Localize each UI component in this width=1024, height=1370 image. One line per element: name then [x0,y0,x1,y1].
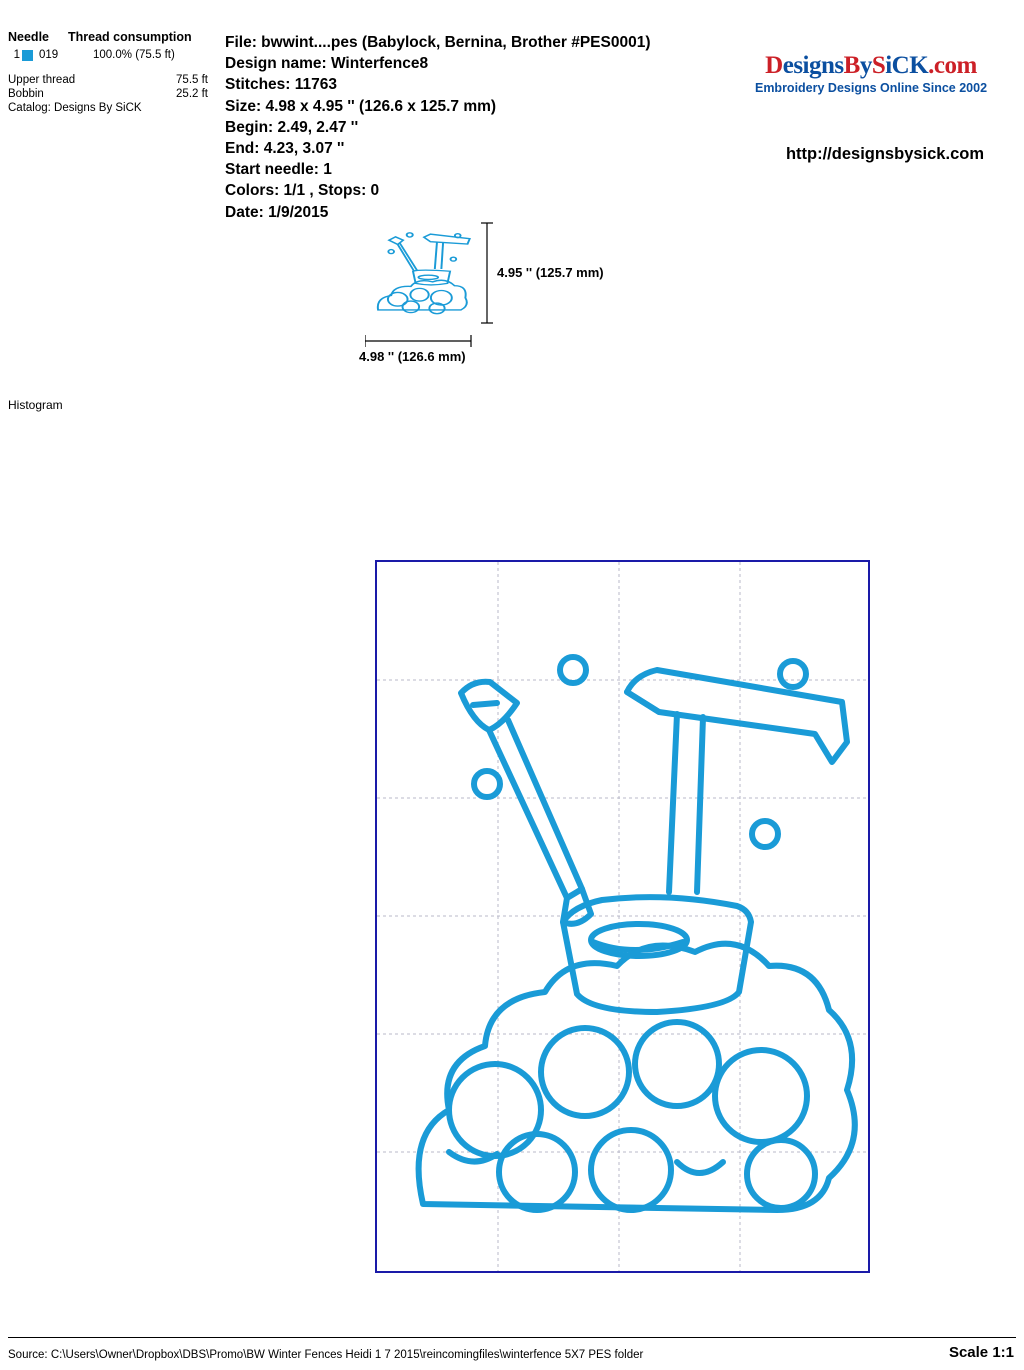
bobbin-value: 25.2 ft [176,88,208,100]
info-colors: Colors: 1/1 , Stops: 0 [225,182,380,200]
thread-consumption-column-header: Thread consumption [68,30,192,44]
logo-dotcom: .com [928,52,977,79]
thumbnail-width-dimension: 4.98 '' (126.6 mm) [359,349,466,364]
logo-text-esigns: esigns [782,52,844,79]
catalog-label: Catalog: Designs By SiCK [8,102,142,114]
logo-letter-s: S [871,52,886,79]
design-thumbnail [365,219,473,327]
needle-thread-table [8,30,223,115]
design-stitch-render [377,562,868,1271]
logo-wordmark [726,52,1016,80]
thread-color-swatch [22,50,33,61]
needle-table-header [8,30,223,44]
info-design-name: Design name: Winterfence8 [225,55,429,73]
logo-letter-b: B [843,52,860,79]
info-end: End: 4.23, 3.07 '' [225,140,345,158]
thumbnail-stitch-preview [365,219,473,327]
logo-text-ick: iCK [885,52,929,79]
thread-totals [8,73,223,115]
footer-divider [8,1337,1016,1338]
info-start-needle: Start needle: 1 [225,161,332,179]
source-path: Source: C:\Users\Owner\Dropbox\DBS\Promo\BW Winter Fences Heidi 1 7 2015\reincomingfiles\winterfence 5X7 PES folder [8,1349,644,1361]
thumbnail-height-dimension: 4.95 '' (125.7 mm) [497,265,604,280]
website-url: http://designsbysick.com [785,145,984,163]
scale-label: Scale 1:1 [948,1344,1014,1361]
design-info-block [225,32,651,223]
design-thumbnail-area [359,219,665,369]
info-date: Date: 1/9/2015 [225,203,329,221]
bobbin-row [8,87,208,101]
table-row [8,49,223,61]
info-stitches: Stitches: 11763 [225,76,338,94]
thread-consumption-value: 100.0% (75.5 ft) [93,49,175,61]
upper-thread-label: Upper thread [8,74,76,86]
needle-column-header: Needle [8,30,49,44]
logo-letter-y: y [859,52,872,79]
thread-code: 019 [39,49,59,61]
needle-index: 1 [13,49,20,61]
histogram-label: Histogram [8,398,63,412]
info-size: Size: 4.98 x 4.95 '' (126.6 x 125.7 mm) [225,97,497,115]
design-preview-panel [375,560,870,1273]
upper-thread-value: 75.5 ft [176,74,208,86]
upper-thread-row [8,73,208,87]
logo-tagline: Embroidery Designs Online Since 2002 [754,81,988,95]
info-file: File: bwwint....pes (Babylock, Bernina, Brother #PES0001) [225,34,651,51]
info-begin: Begin: 2.49, 2.47 '' [225,118,359,136]
designsbysick-logo [726,52,1016,95]
logo-letter-d: D [765,52,783,79]
bobbin-label: Bobbin [8,88,44,100]
